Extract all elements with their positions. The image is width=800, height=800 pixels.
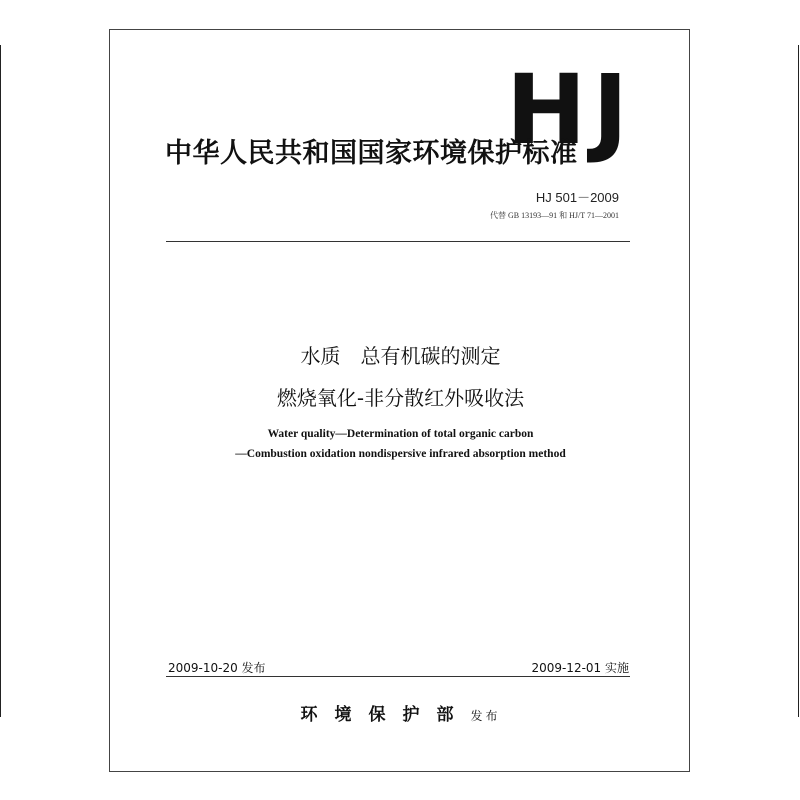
bottom-divider	[166, 676, 630, 677]
hj-logo: HJ	[506, 54, 635, 166]
standard-cover-page	[109, 29, 690, 772]
publisher-name: 环境保护部	[300, 705, 471, 725]
replaces-note: 代替 GB 13193—91 和 HJ/T 71—2001	[490, 211, 619, 220]
english-title-line-1: Water quality—Determination of total organic carbon	[267, 428, 534, 440]
publisher-line	[110, 700, 691, 725]
standard-code: HJ 501－2009	[535, 190, 619, 205]
standard-category-title: 中华人民共和国国家环境保护标准	[165, 138, 578, 169]
issue-date: 2009-10-20 发布	[168, 661, 266, 675]
left-edge-line	[0, 45, 1, 717]
right-edge-line	[798, 45, 799, 717]
publisher-suffix: 发布	[470, 709, 501, 723]
top-divider	[166, 241, 630, 242]
english-title-line-2: —Combustion oxidation nondispersive infrared absorption method	[235, 448, 566, 460]
chinese-title-line-1: 水质 总有机碳的测定	[300, 344, 501, 368]
implementation-date: 2009-12-01 实施	[531, 661, 629, 675]
chinese-title-line-2: 燃烧氧化-非分散红外吸收法	[276, 386, 525, 410]
